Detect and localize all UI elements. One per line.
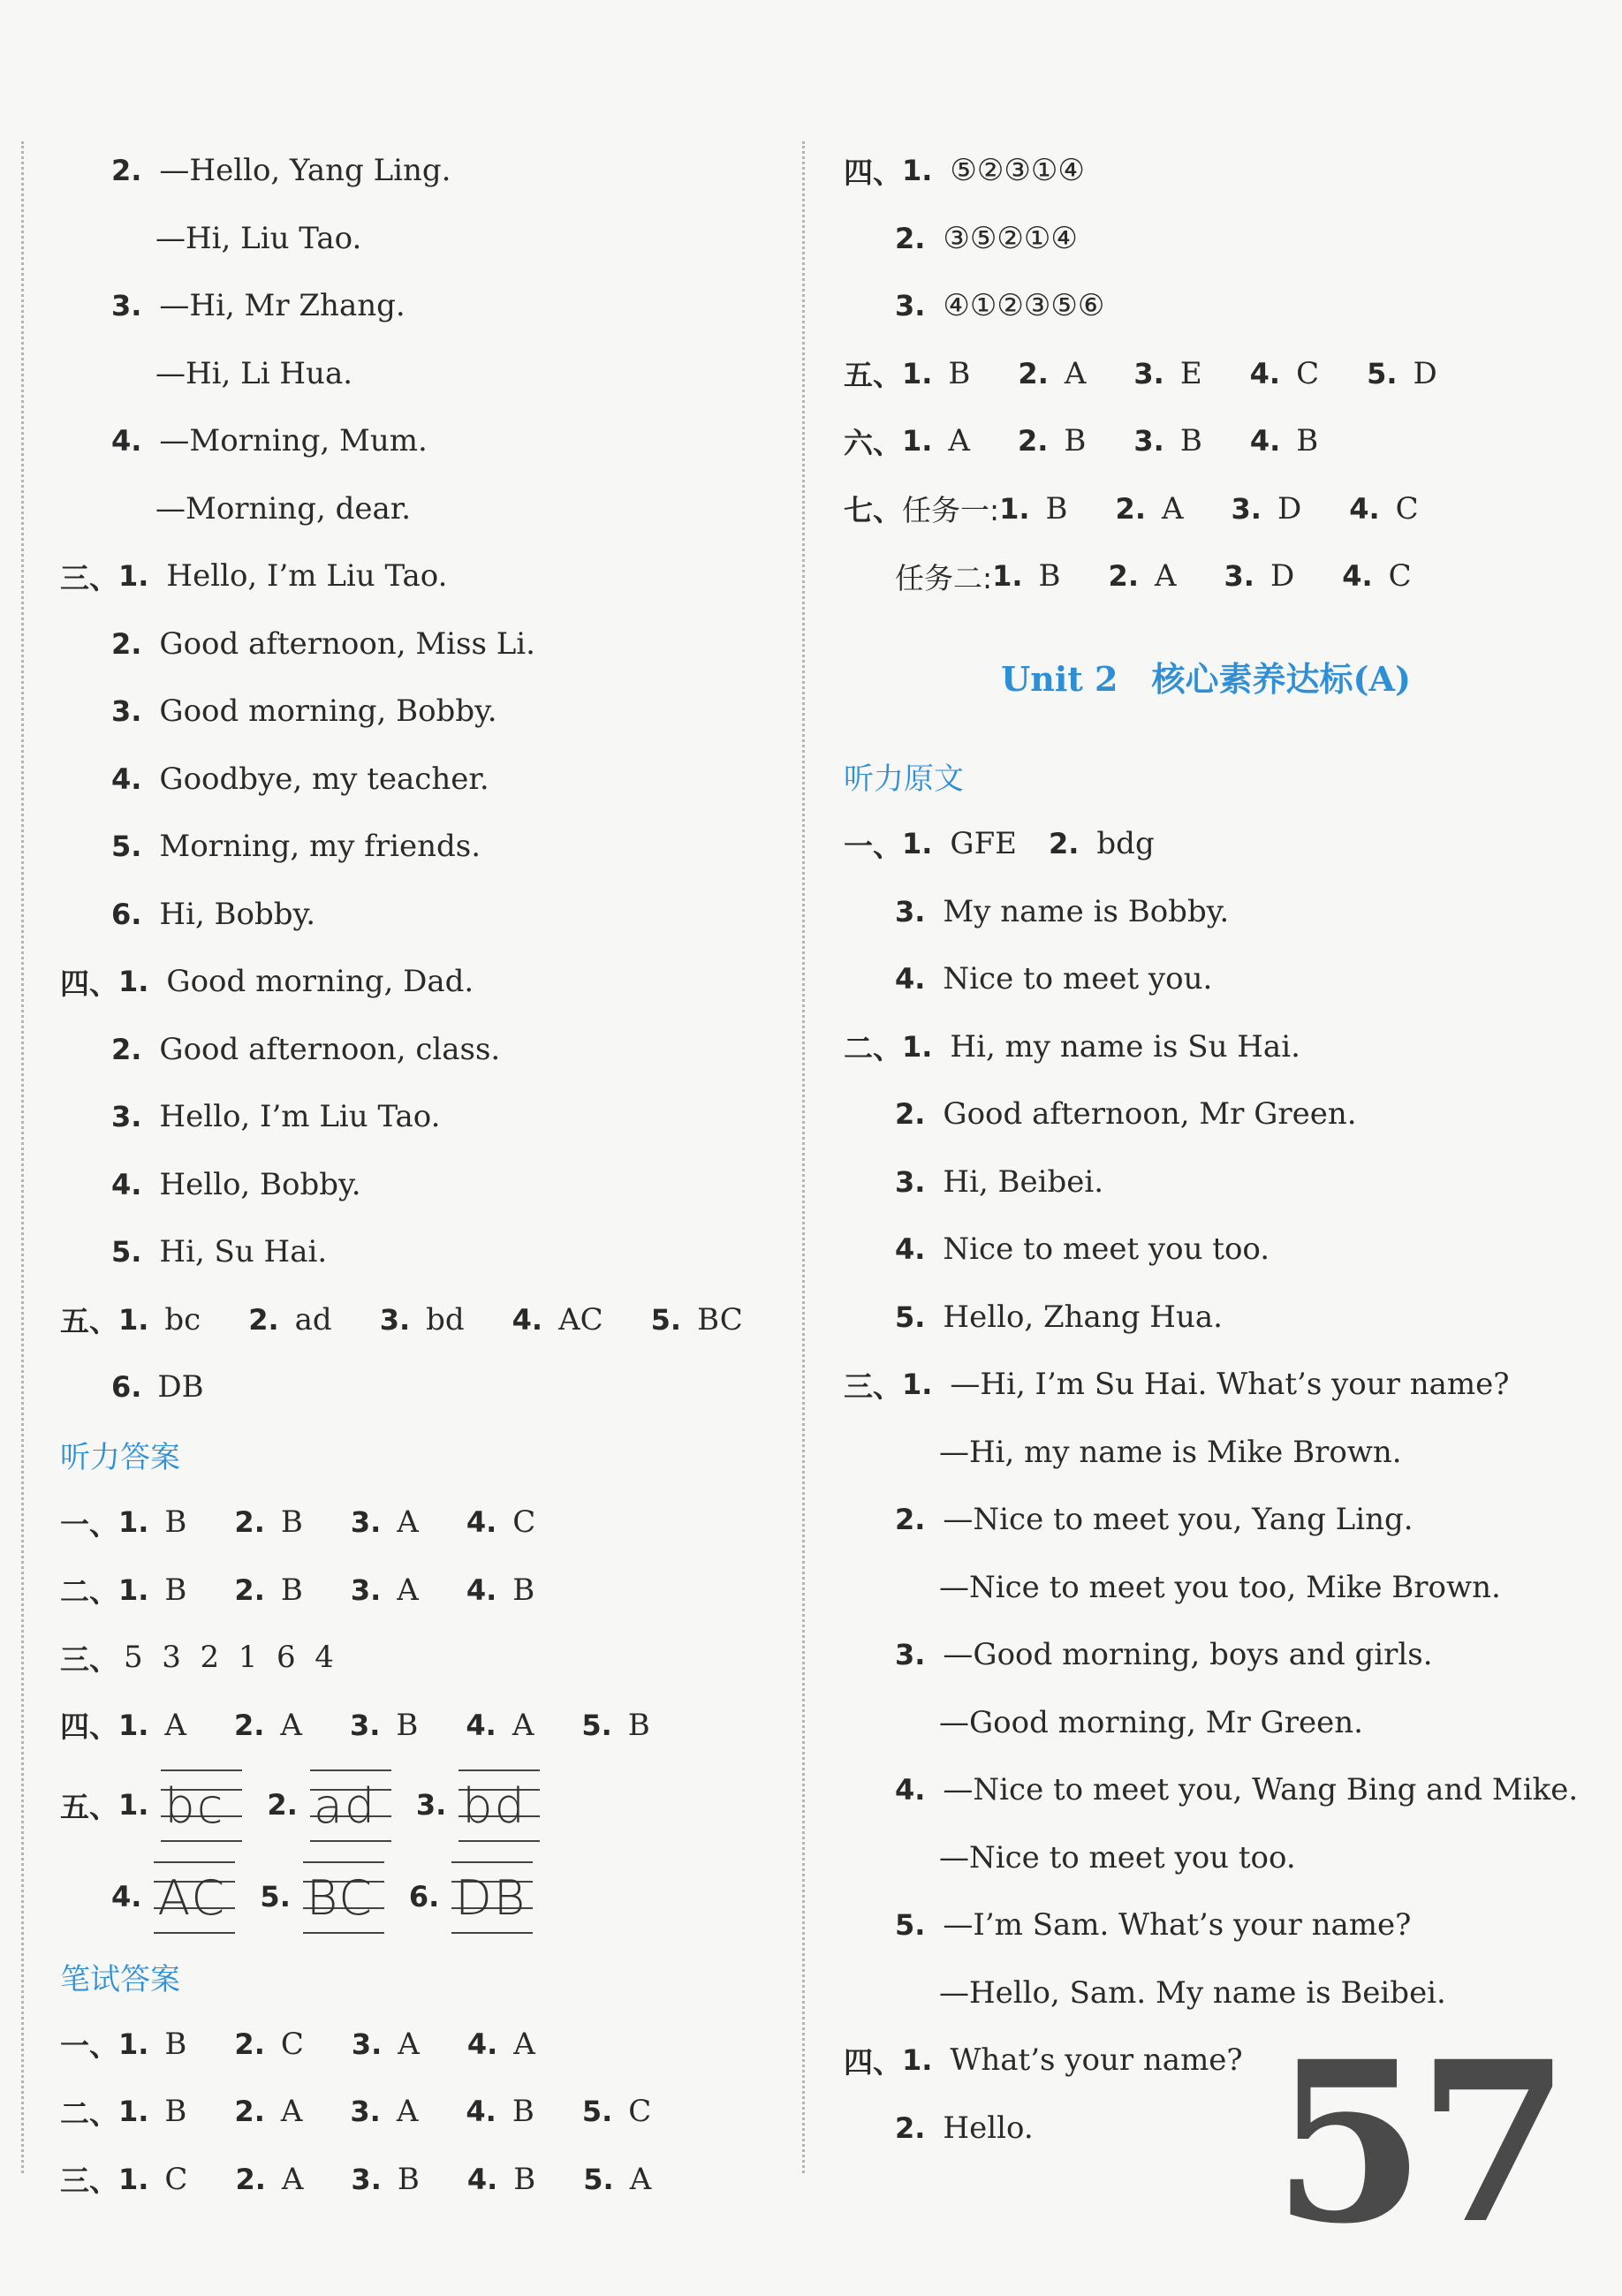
answer-line: 2. Good afternoon, class. [111, 1031, 501, 1067]
answer-line: 5. Morning, my friends. [111, 829, 481, 865]
answer-line: 三、 5 3 2 1 6 4 [60, 1640, 334, 1677]
answer-line: 三、 1. C 2. A 3. B 4. B 5. A [60, 2161, 652, 2199]
page-number: 57 [1272, 2012, 1562, 2272]
answer-line: 4. —Nice to meet you, Wang Bing and Mike. [895, 1772, 1579, 1808]
answer-line: —Hi, Liu Tao. [155, 220, 362, 256]
answer-line: —Nice to meet you too, Mike Brown. [939, 1569, 1501, 1605]
answer-line: 3. ④①②③⑤⑥ [895, 288, 1105, 324]
answer-line: 6. Hi, Bobby. [111, 896, 316, 932]
handwriting-row: 五、 1. bc 2. ad 3. bd [60, 1759, 784, 1851]
section-heading-written-answers: 笔试答案 [60, 1961, 180, 1997]
answer-line: 四、 1. A 2. A 3. B 4. A 5. B [60, 1707, 650, 1745]
answer-line: 6. DB [111, 1369, 204, 1406]
answer-line: 4. —Morning, Mum. [111, 423, 428, 459]
answer-line: 二、 1. B 2. B 3. A 4. B [60, 1572, 535, 1610]
answer-line: 七、 任务一: 1. B 2. A 3. D 4. C [844, 490, 1419, 528]
answer-line: 2. —Hello, Yang Ling. [111, 153, 451, 189]
section-heading-transcript: 听力原文 [844, 762, 964, 798]
answer-line: 四、 1. What’s your name? [844, 2042, 1243, 2080]
answer-line: —Hello, Sam. My name is Beibei. [939, 1974, 1446, 2011]
answer-line: 四、 1. ⑤②③①④ [844, 153, 1085, 190]
answer-line: 4. Nice to meet you too. [895, 1231, 1270, 1268]
answer-line: 3. Good morning, Bobby. [111, 693, 497, 730]
unit-title: Unit 2 核心素养达标(A) [1001, 659, 1411, 699]
answer-line: —Hi, Li Hua. [155, 355, 353, 391]
answer-line: 六、 1. A 2. B 3. B 4. B [844, 423, 1319, 460]
answer-line: 3. —Good morning, boys and girls. [895, 1637, 1433, 1673]
answer-line: 3. Hello, I’m Liu Tao. [111, 1099, 441, 1135]
four-line-grid: bc [161, 1761, 242, 1849]
answer-line: 4. Hello, Bobby. [111, 1166, 361, 1202]
answer-line: 2. Hello. [895, 2110, 1034, 2146]
four-line-grid: bd [459, 1761, 540, 1849]
answer-line: —Morning, dear. [155, 490, 412, 527]
answer-line: 4. Nice to meet you. [895, 961, 1213, 997]
four-line-grid: BC [303, 1853, 384, 1941]
four-line-grid: ad [310, 1761, 391, 1849]
answer-line: —Hi, my name is Mike Brown. [939, 1434, 1402, 1470]
answer-line: 3. My name is Bobby. [895, 893, 1230, 929]
right-column [844, 137, 1579, 2162]
answer-line: 五、 1. B 2. A 3. E 4. C 5. D [844, 355, 1437, 393]
section-heading-listening-answers: 听力答案 [60, 1440, 180, 1476]
answer-line: 5. Hello, Zhang Hua. [895, 1299, 1223, 1335]
answer-line: 一、 1. B 2. C 3. A 4. A [60, 2026, 535, 2064]
answer-line: 2. Good afternoon, Mr Green. [895, 1096, 1357, 1133]
answer-line: 2. Good afternoon, Miss Li. [111, 625, 535, 662]
answer-line: —Good morning, Mr Green. [939, 1704, 1363, 1740]
column-divider [802, 141, 805, 2173]
left-column [60, 137, 784, 2213]
answer-line: 一、 1. B 2. B 3. A 4. C [60, 1504, 536, 1542]
answer-line: 2. —Nice to meet you, Yang Ling. [895, 1502, 1414, 1538]
handwriting-row: 4. AC 5. BC 6. DB [60, 1851, 784, 1943]
left-margin-divider [21, 141, 24, 2173]
answer-line: 二、 1. Hi, my name is Su Hai. [844, 1028, 1300, 1066]
answer-line: 三、 1. —Hi, I’m Su Hai. What’s your name? [844, 1367, 1510, 1404]
answer-line: 3. Hi, Beibei. [895, 1163, 1104, 1200]
answer-line: 一、 1. GFE 2. bdg [844, 826, 1155, 863]
answer-line: 二、 1. B 2. A 3. A 4. B 5. C [60, 2094, 652, 2131]
answer-line: 任务二: 1. B 2. A 3. D 4. C [895, 558, 1412, 595]
four-line-grid: DB [451, 1853, 533, 1941]
answer-line: 四、 1. Good morning, Dad. [60, 964, 474, 1001]
answer-line: 5. —I’m Sam. What’s your name? [895, 1907, 1412, 1944]
answer-line: 3. —Hi, Mr Zhang. [111, 288, 406, 324]
answer-line: 三、 1. Hello, I’m Liu Tao. [60, 558, 448, 595]
answer-line: —Nice to meet you too. [939, 1839, 1296, 1875]
answer-line: 4. Goodbye, my teacher. [111, 761, 489, 797]
four-line-grid: AC [154, 1853, 235, 1941]
answer-line: 5. Hi, Su Hai. [111, 1234, 328, 1270]
answer-line: 五、 1. bc 2. ad 3. bd 4. AC 5. BC [60, 1301, 743, 1339]
answer-line: 2. ③⑤②①④ [895, 220, 1078, 256]
